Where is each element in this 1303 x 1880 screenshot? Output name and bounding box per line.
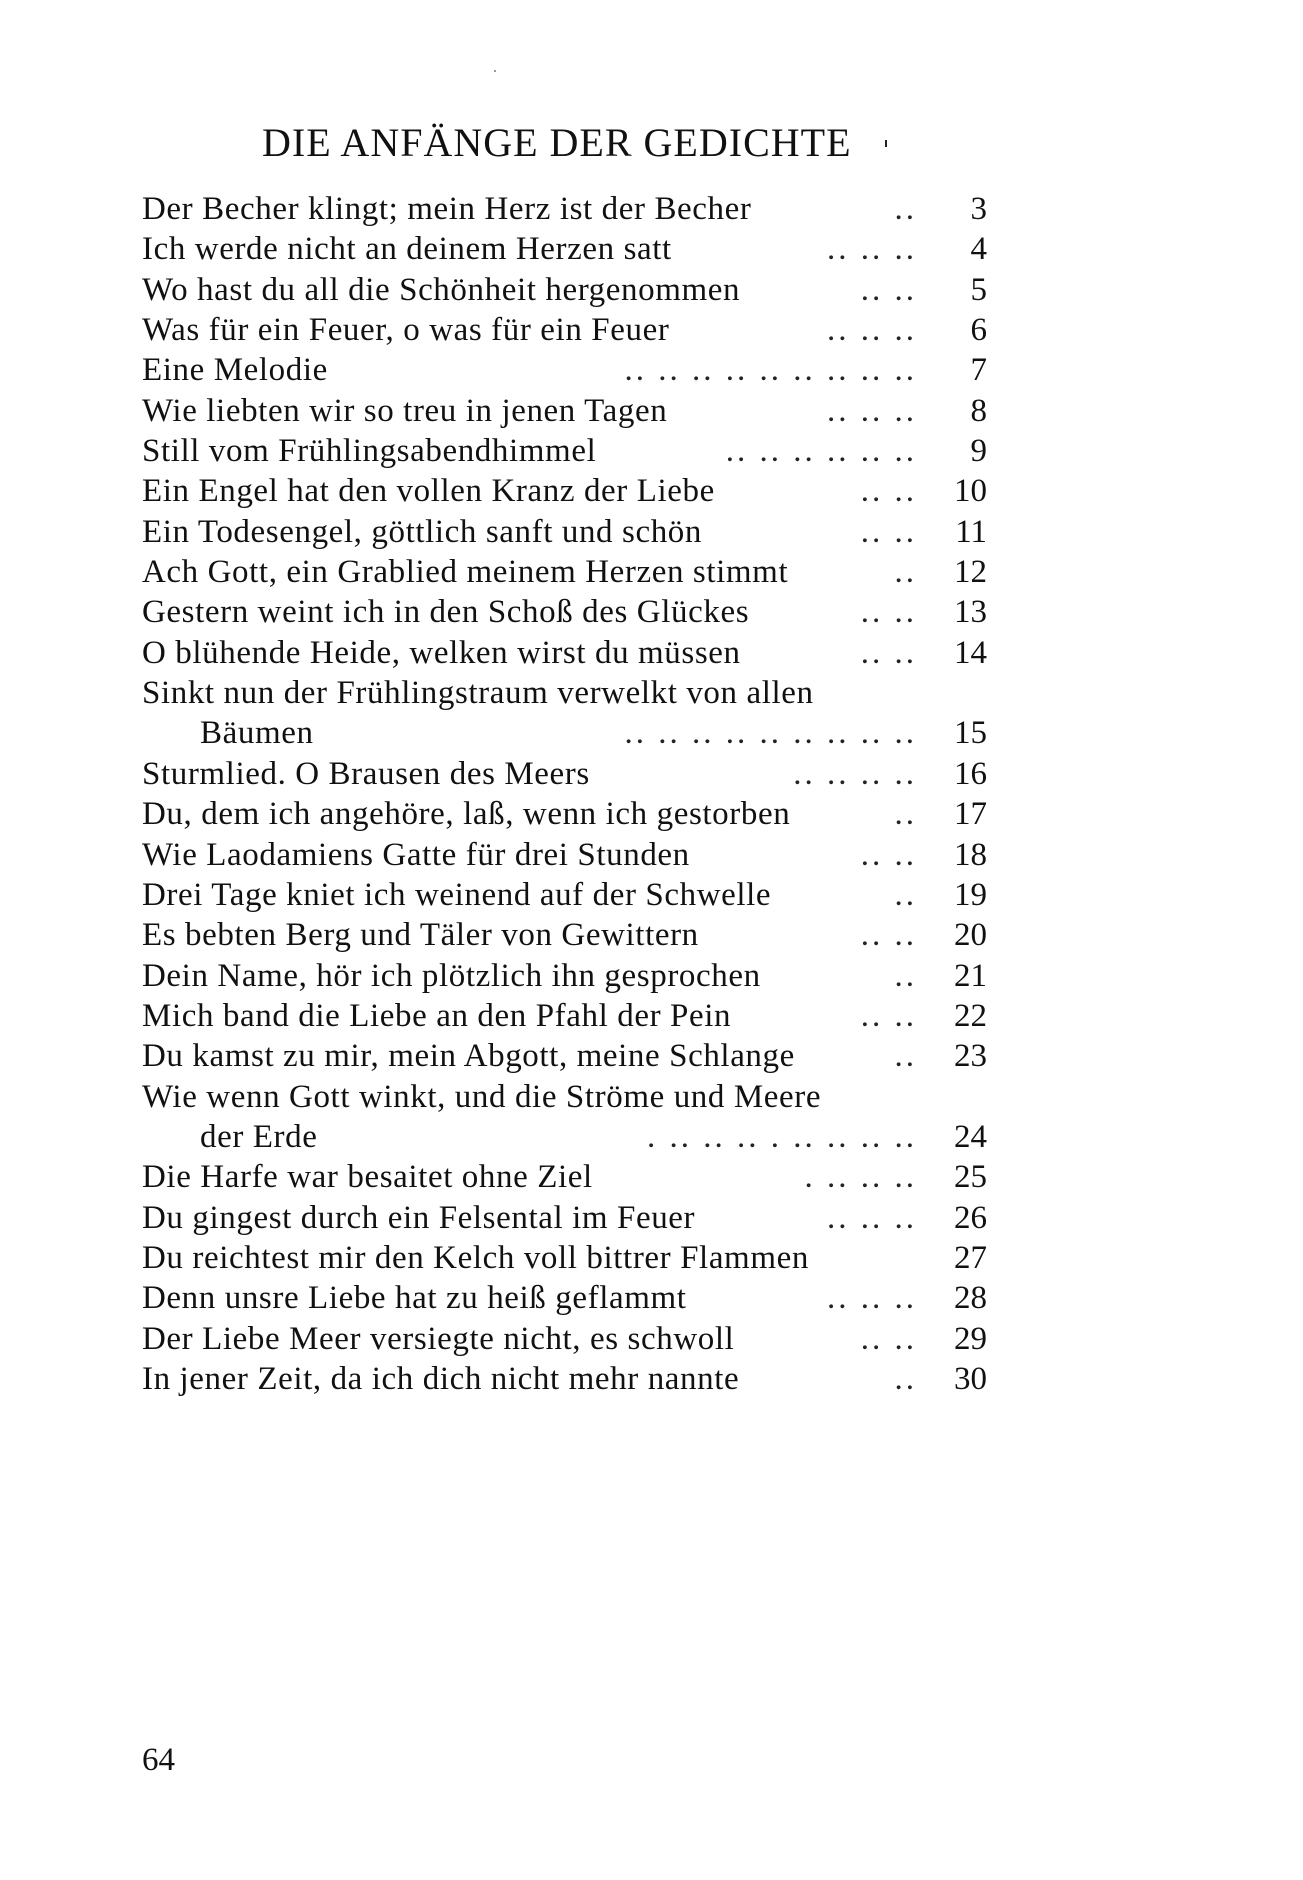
dot-leader: .. .. .. bbox=[827, 1199, 917, 1236]
toc-entry bbox=[142, 996, 987, 1036]
toc-entry bbox=[142, 754, 987, 794]
page-title: DIE ANFÄNGE DER GEDICHTE bbox=[262, 120, 852, 165]
toc-entry bbox=[142, 794, 987, 834]
toc-entry bbox=[142, 592, 987, 632]
toc-entry bbox=[142, 391, 987, 431]
toc-entry-title: Du gingest durch ein Felsental im Feuer bbox=[142, 1199, 696, 1236]
toc-entry-title: Bäumen bbox=[200, 715, 314, 752]
toc-entry-title: Ein Todesengel, göttlich sanft und schön bbox=[142, 513, 702, 550]
toc-page-number: 9 bbox=[970, 433, 987, 470]
toc-entry bbox=[142, 875, 987, 915]
toc-page-number: 4 bbox=[970, 231, 987, 268]
dot-leader: .. .. .. bbox=[827, 312, 917, 349]
toc-entry-title: Der Liebe Meer versiegte nicht, es schwoll bbox=[142, 1320, 735, 1357]
scan-speck bbox=[494, 70, 496, 72]
toc-entry-title: der Erde bbox=[200, 1118, 318, 1155]
toc-entry bbox=[142, 310, 987, 350]
toc-page-number: 11 bbox=[955, 513, 987, 550]
dot-leader: .. .. bbox=[860, 513, 917, 550]
dot-leader: .. .. .. bbox=[827, 392, 917, 429]
toc-page-number: 7 bbox=[970, 352, 987, 389]
dot-leader: .. .. .. .. .. .. .. .. .. bbox=[624, 715, 917, 752]
dot-leader: .. .. bbox=[860, 634, 917, 671]
scan-mark bbox=[885, 140, 887, 147]
toc-entry-continuation bbox=[142, 1117, 987, 1157]
toc-entry bbox=[142, 1319, 987, 1359]
toc-entry-title: Der Becher klingt; mein Herz ist der Becher bbox=[142, 191, 752, 227]
toc-page-number: 17 bbox=[954, 796, 987, 833]
toc-entry-title: Ein Engel hat den vollen Kranz der Liebe bbox=[142, 473, 715, 510]
toc-page-number: 27 bbox=[954, 1239, 987, 1276]
page-number: 64 bbox=[142, 1742, 175, 1778]
toc-page-number: 22 bbox=[954, 997, 987, 1034]
toc-entry bbox=[142, 1238, 987, 1278]
toc-page-number: 26 bbox=[954, 1199, 987, 1236]
toc-page-number: 19 bbox=[954, 876, 987, 913]
dot-leader: . .. .. .. bbox=[804, 1159, 917, 1196]
toc-page-number: 5 bbox=[970, 271, 987, 308]
toc-page-number: 23 bbox=[954, 1038, 987, 1075]
toc-entry bbox=[142, 633, 987, 673]
toc-entry bbox=[142, 229, 987, 269]
toc-entry bbox=[142, 1157, 987, 1197]
toc-entry-title: Eine Melodie bbox=[142, 352, 328, 389]
toc-page-number: 15 bbox=[954, 715, 987, 752]
toc-entry bbox=[142, 270, 987, 310]
dot-leader: .. bbox=[894, 554, 917, 591]
toc-entry-title: Mich band die Liebe an den Pfahl der Pein bbox=[142, 997, 732, 1034]
toc-page-number: 18 bbox=[954, 836, 987, 873]
dot-leader: .. .. .. bbox=[827, 231, 917, 268]
toc-entry bbox=[142, 512, 987, 552]
dot-leader: . .. .. .. . .. .. .. .. bbox=[647, 1118, 917, 1155]
dot-leader: .. bbox=[894, 957, 917, 994]
toc-page-number: 10 bbox=[954, 473, 987, 510]
toc-page-number: 14 bbox=[954, 634, 987, 671]
dot-leader: .. .. bbox=[860, 473, 917, 510]
toc-entry-title: Was für ein Feuer, o was für ein Feuer bbox=[142, 312, 670, 349]
toc-page-number: 29 bbox=[954, 1320, 987, 1357]
toc-entry-title: O blühende Heide, welken wirst du müssen bbox=[142, 634, 741, 671]
toc-entry-title: Sturmlied. O Brausen des Meers bbox=[142, 755, 590, 792]
dot-leader: .. .. .. .. .. .. .. .. .. bbox=[624, 352, 917, 389]
toc-entry-title: Du kamst zu mir, mein Abgott, meine Schlange bbox=[142, 1038, 795, 1075]
dot-leader: .. .. .. .. .. .. bbox=[725, 433, 917, 470]
toc-entry-continuation bbox=[142, 713, 987, 753]
toc-entry bbox=[142, 431, 987, 471]
toc-entry bbox=[142, 1036, 987, 1076]
toc-entry-title: Ich werde nicht an deinem Herzen satt bbox=[142, 231, 672, 268]
dot-leader: .. bbox=[894, 796, 917, 833]
dot-leader: .. bbox=[894, 1360, 917, 1397]
toc-entry bbox=[142, 673, 987, 713]
toc-page-number: 8 bbox=[970, 392, 987, 429]
toc-entry bbox=[142, 189, 987, 229]
toc-entry-title: Wie Laodamiens Gatte für drei Stunden bbox=[142, 836, 690, 873]
toc-entry-title: Du reichtest mir den Kelch voll bittrer Flammen bbox=[142, 1239, 809, 1276]
toc-page-number: 12 bbox=[954, 554, 987, 591]
toc-entry bbox=[142, 956, 987, 996]
toc-entry-title: Du, dem ich angehöre, laß, wenn ich gestorben bbox=[142, 796, 791, 833]
toc-entry bbox=[142, 1359, 987, 1399]
table-of-contents bbox=[142, 189, 987, 1399]
toc-page-number: 24 bbox=[954, 1118, 987, 1155]
toc-page-number: 20 bbox=[954, 917, 987, 954]
toc-page-number: 3 bbox=[970, 191, 987, 227]
dot-leader: .. bbox=[894, 1038, 917, 1075]
toc-entry-title: Ach Gott, ein Grablied meinem Herzen stimmt bbox=[142, 554, 789, 591]
toc-entry-title: Die Harfe war besaitet ohne Ziel bbox=[142, 1159, 593, 1196]
toc-page-number: 25 bbox=[954, 1159, 987, 1196]
toc-entry-title: Drei Tage kniet ich weinend auf der Schwelle bbox=[142, 876, 772, 913]
toc-entry-title: Wie liebten wir so treu in jenen Tagen bbox=[142, 392, 668, 429]
toc-entry bbox=[142, 835, 987, 875]
toc-entry-title: Dein Name, hör ich plötzlich ihn gesprochen bbox=[142, 957, 761, 994]
dot-leader: .. .. bbox=[860, 271, 917, 308]
toc-entry-title: Sinkt nun der Frühlingstraum verwelkt von allen bbox=[142, 675, 814, 712]
toc-page-number: 28 bbox=[954, 1280, 987, 1317]
dot-leader: .. .. bbox=[860, 1320, 917, 1357]
toc-entry bbox=[142, 1278, 987, 1318]
dot-leader: .. .. bbox=[860, 594, 917, 631]
toc-entry bbox=[142, 1077, 987, 1117]
dot-leader: .. .. bbox=[860, 836, 917, 873]
toc-entry-title: Denn unsre Liebe hat zu heiß geflammt bbox=[142, 1280, 687, 1317]
toc-entry-title: Wo hast du all die Schönheit hergenommen bbox=[142, 271, 741, 308]
dot-leader: .. bbox=[894, 191, 917, 227]
toc-entry bbox=[142, 1198, 987, 1238]
toc-entry bbox=[142, 471, 987, 511]
toc-entry-title: Still vom Frühlingsabendhimmel bbox=[142, 433, 597, 470]
toc-entry-title: Es bebten Berg und Täler von Gewittern bbox=[142, 917, 699, 954]
dot-leader: .. .. .. .. bbox=[793, 755, 917, 792]
toc-entry-title: Wie wenn Gott winkt, und die Ströme und Meere bbox=[142, 1078, 822, 1115]
dot-leader: .. bbox=[894, 876, 917, 913]
toc-page-number: 6 bbox=[970, 312, 987, 349]
dot-leader: .. .. bbox=[860, 917, 917, 954]
dot-leader: .. .. .. bbox=[827, 1280, 917, 1317]
toc-entry bbox=[142, 552, 987, 592]
toc-page-number: 16 bbox=[954, 755, 987, 792]
toc-page-number: 21 bbox=[954, 957, 987, 994]
toc-page-number: 13 bbox=[954, 594, 987, 631]
toc-entry bbox=[142, 350, 987, 390]
toc-entry-title: In jener Zeit, da ich dich nicht mehr nannte bbox=[142, 1360, 740, 1397]
dot-leader: .. .. bbox=[860, 997, 917, 1034]
toc-entry bbox=[142, 915, 987, 955]
toc-entry-title: Gestern weint ich in den Schoß des Glückes bbox=[142, 594, 750, 631]
toc-page-number: 30 bbox=[954, 1360, 987, 1397]
